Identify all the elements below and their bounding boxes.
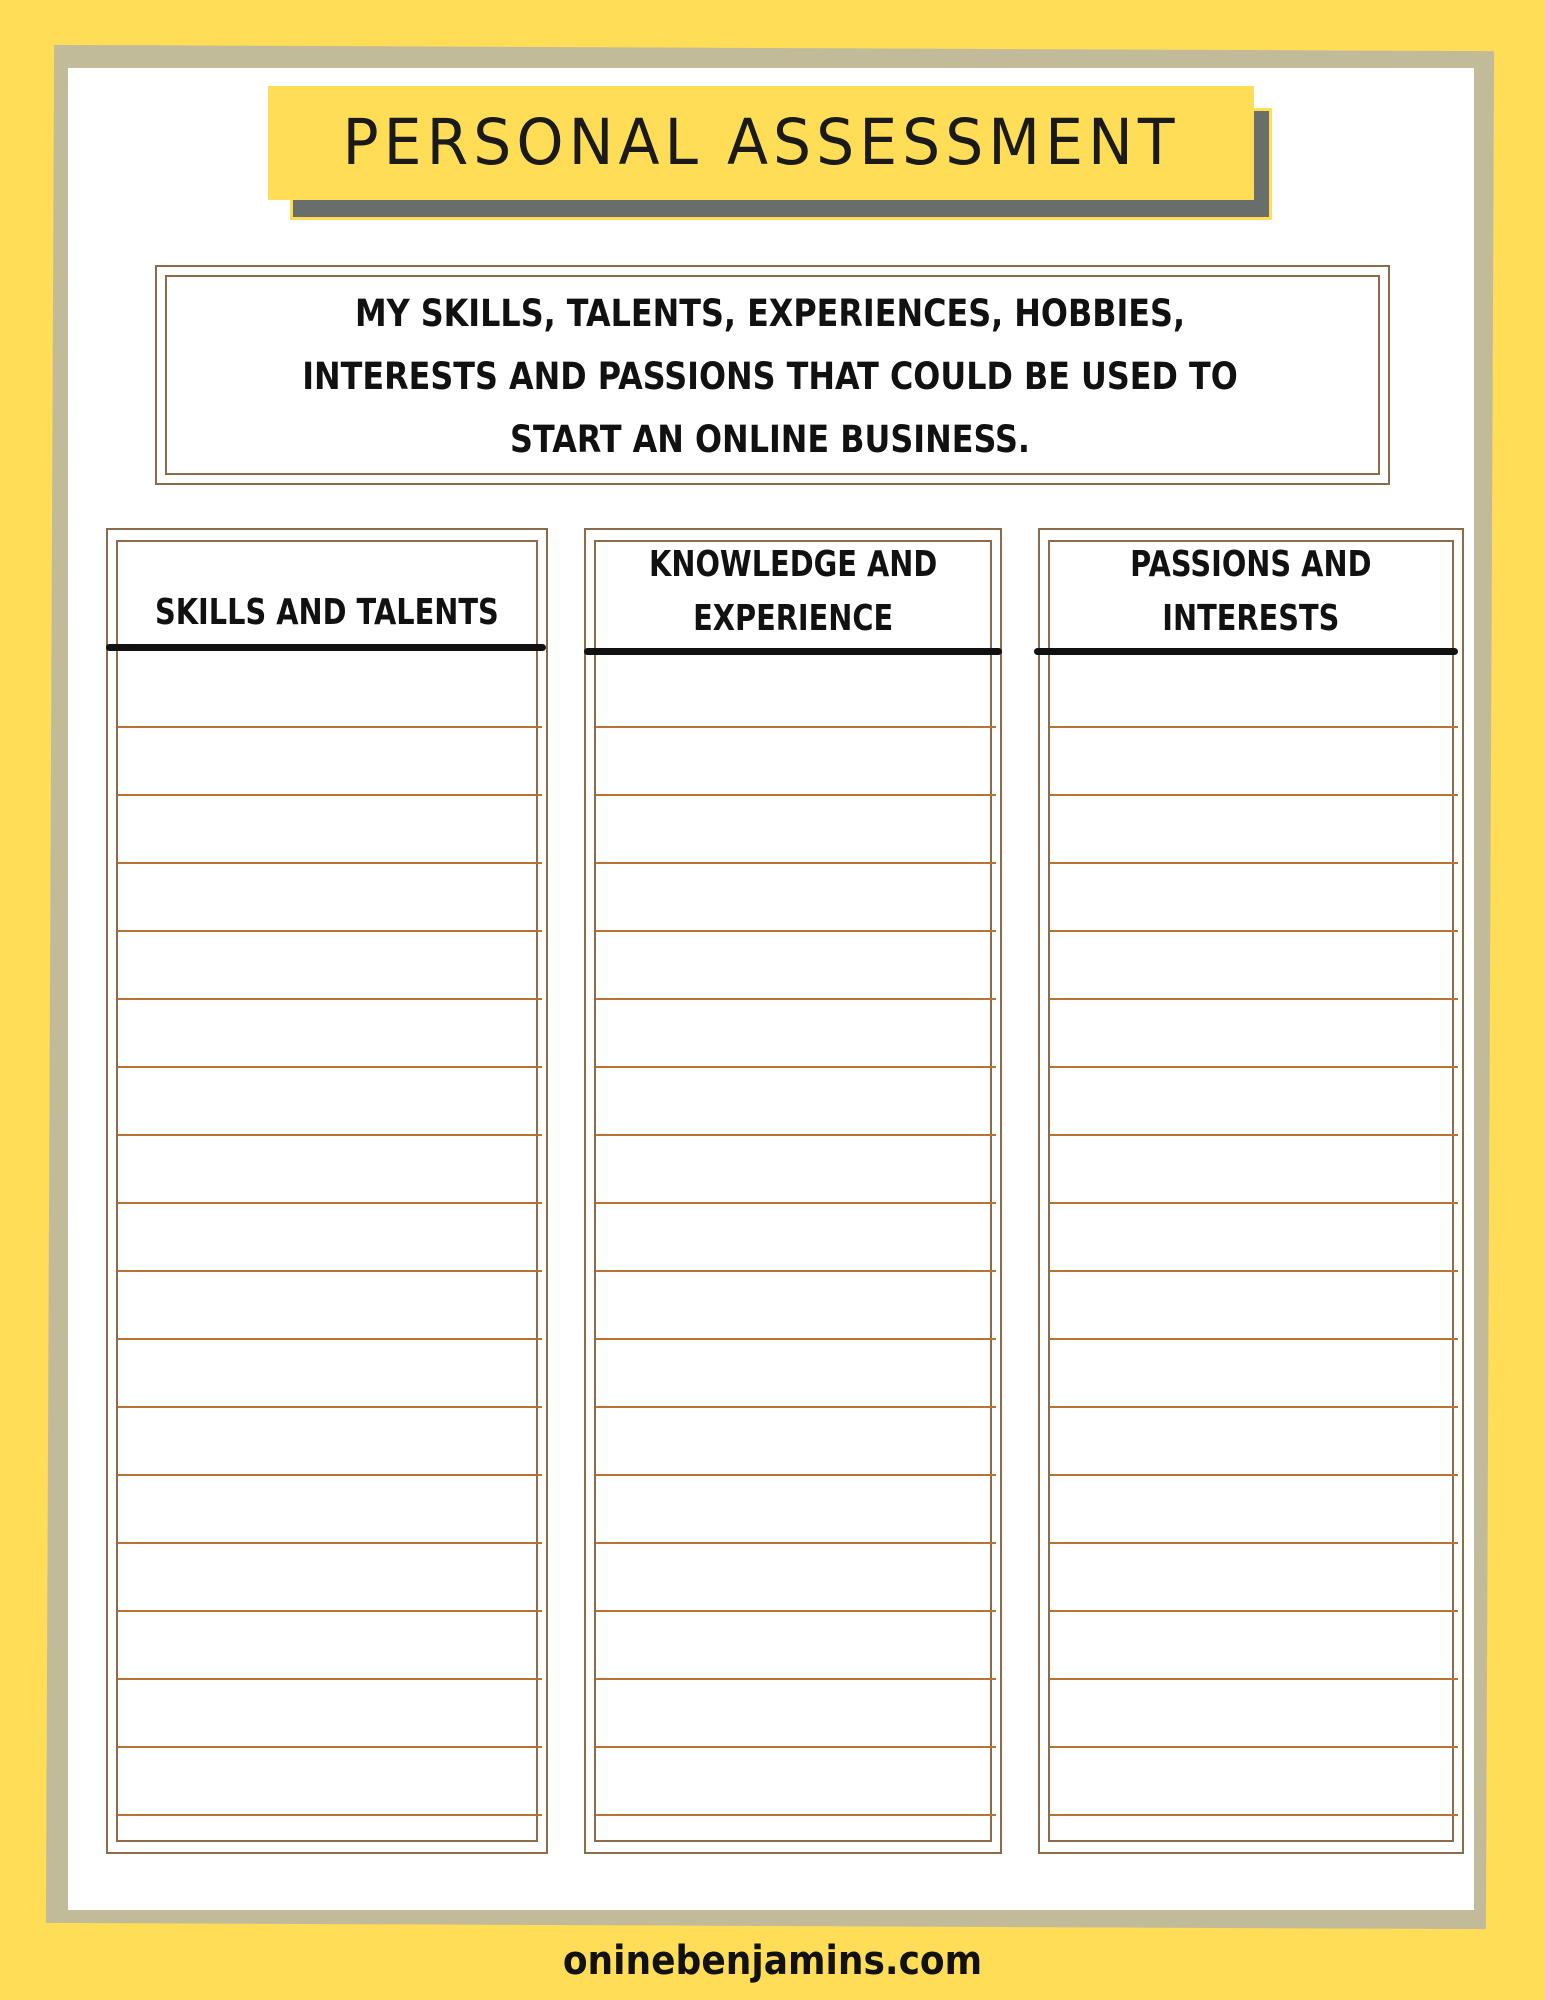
ruled-line xyxy=(596,1542,996,1544)
column-header-line: INTERESTS xyxy=(1162,598,1340,639)
ruled-line xyxy=(118,1814,542,1816)
ruled-line xyxy=(596,1474,996,1476)
ruled-line xyxy=(1050,1610,1458,1612)
column-header-line: KNOWLEDGE AND xyxy=(648,544,938,585)
ruled-line xyxy=(596,1202,996,1204)
ruled-line xyxy=(596,1746,996,1748)
ruled-line xyxy=(118,1474,542,1476)
ruled-line xyxy=(1050,1270,1458,1272)
ruled-line xyxy=(596,930,996,932)
column-header-rule xyxy=(584,648,1002,655)
intro-text xyxy=(254,282,1286,471)
ruled-line xyxy=(596,1270,996,1272)
ruled-line xyxy=(596,726,996,728)
footer-url: oninebenjamins.com xyxy=(562,1938,983,1984)
ruled-line xyxy=(1050,1814,1458,1816)
ruled-line xyxy=(1050,1338,1458,1340)
ruled-line xyxy=(118,794,542,796)
intro-line: START AN ONLINE BUSINESS. xyxy=(510,418,1030,461)
column-header xyxy=(586,530,1000,654)
ruled-line xyxy=(596,794,996,796)
ruled-line xyxy=(1050,1134,1458,1136)
passions-interests-column xyxy=(1038,528,1464,1854)
ruled-line xyxy=(118,862,542,864)
ruled-line xyxy=(118,1270,542,1272)
ruled-line xyxy=(1050,998,1458,1000)
ruled-line xyxy=(596,1610,996,1612)
ruled-line xyxy=(596,998,996,1000)
column-header-line: PASSIONS AND xyxy=(1130,544,1372,585)
ruled-line xyxy=(1050,930,1458,932)
ruled-line xyxy=(1050,1202,1458,1204)
ruled-line xyxy=(1050,726,1458,728)
column-header xyxy=(108,530,546,654)
ruled-line xyxy=(118,930,542,932)
intro-line: INTERESTS AND PASSIONS THAT COULD BE USED TO xyxy=(302,355,1238,398)
ruled-line xyxy=(118,1678,542,1680)
ruled-line xyxy=(596,862,996,864)
knowledge-experience-column xyxy=(584,528,1002,1854)
ruled-line xyxy=(118,1406,542,1408)
ruled-line xyxy=(596,1338,996,1340)
column-inner-border xyxy=(1048,540,1454,1842)
ruled-line xyxy=(1050,1406,1458,1408)
intro-line: MY SKILLS, TALENTS, EXPERIENCES, HOBBIES, xyxy=(354,292,1186,335)
ruled-line xyxy=(118,726,542,728)
ruled-line xyxy=(118,1610,542,1612)
ruled-line xyxy=(596,1406,996,1408)
ruled-line xyxy=(118,1134,542,1136)
ruled-line xyxy=(596,1678,996,1680)
ruled-line xyxy=(118,1202,542,1204)
column-header-line: SKILLS AND TALENTS xyxy=(155,592,499,633)
ruled-line xyxy=(596,1814,996,1816)
column-header-rule xyxy=(106,644,546,651)
ruled-line xyxy=(1050,862,1458,864)
ruled-line xyxy=(1050,1678,1458,1680)
ruled-line xyxy=(118,1066,542,1068)
ruled-line xyxy=(596,1134,996,1136)
column-header xyxy=(1040,530,1462,654)
column-inner-border xyxy=(594,540,992,1842)
skills-talents-column xyxy=(106,528,548,1854)
ruled-line xyxy=(1050,1746,1458,1748)
ruled-line xyxy=(118,1746,542,1748)
ruled-line xyxy=(1050,1066,1458,1068)
title-banner xyxy=(268,86,1254,200)
column-header-rule xyxy=(1034,648,1458,655)
ruled-line xyxy=(118,1338,542,1340)
ruled-line xyxy=(1050,1542,1458,1544)
column-inner-border xyxy=(116,540,538,1842)
ruled-line xyxy=(596,1066,996,1068)
ruled-line xyxy=(1050,794,1458,796)
ruled-line xyxy=(118,1542,542,1544)
page-title: PERSONAL ASSESSMENT xyxy=(342,106,1180,180)
ruled-line xyxy=(118,998,542,1000)
column-header-line: EXPERIENCE xyxy=(692,598,894,639)
ruled-line xyxy=(1050,1474,1458,1476)
